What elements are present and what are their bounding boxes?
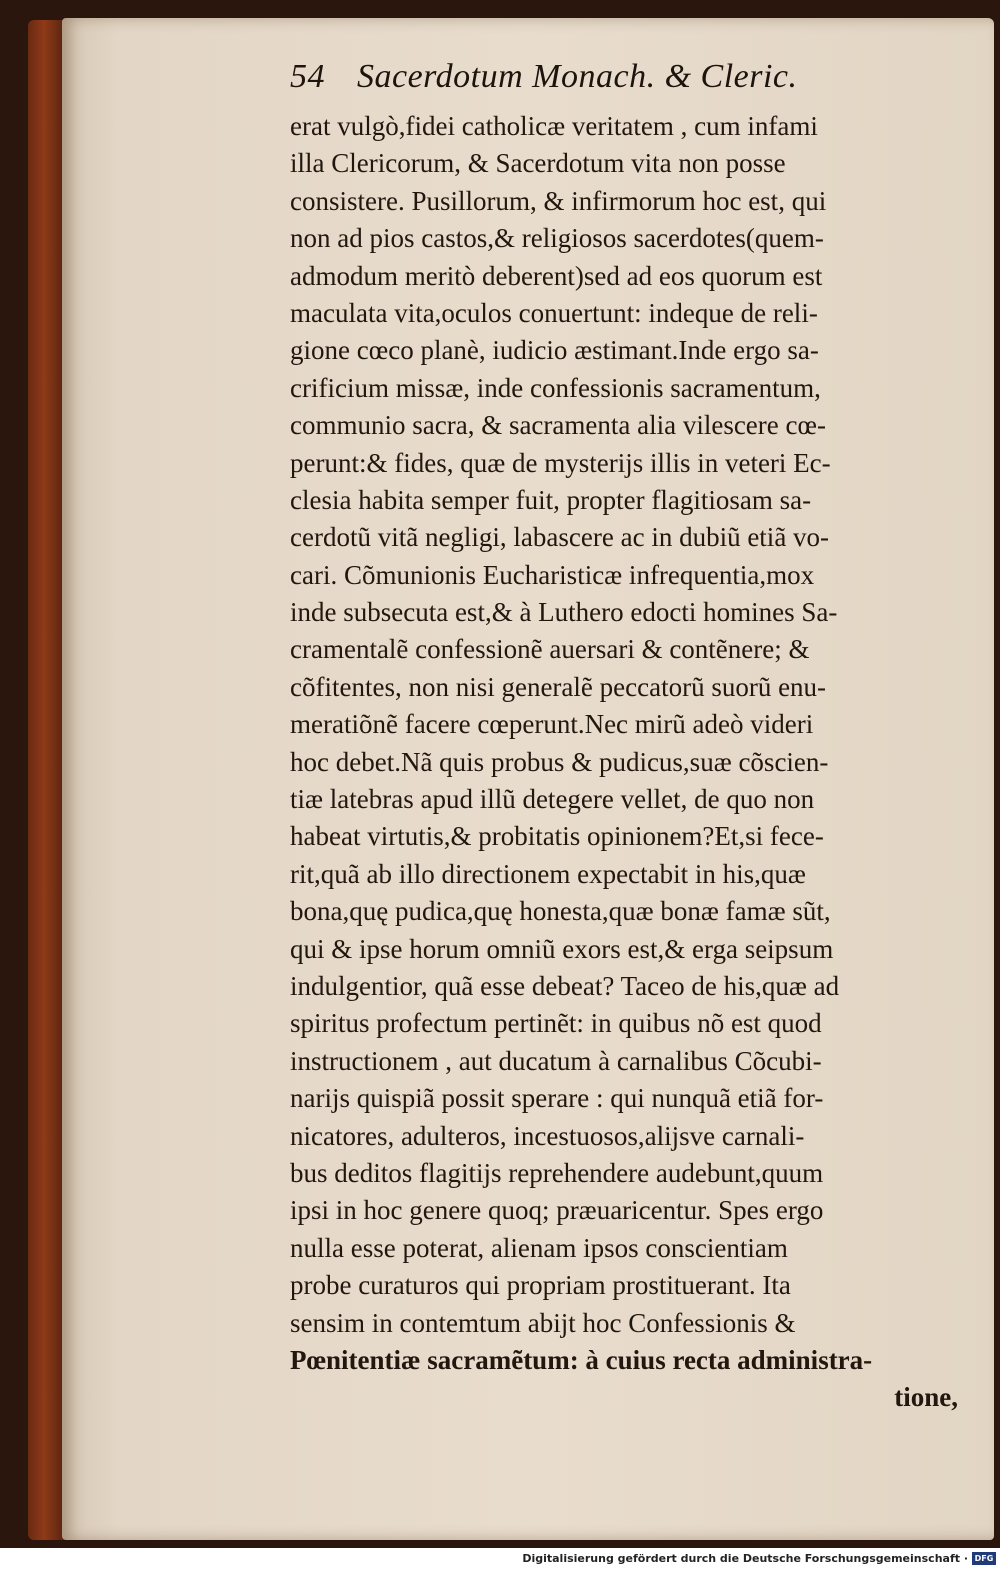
text-line: cari. Cõmunionis Eucharisticæ infrequentia,mox bbox=[290, 559, 815, 590]
text-line: probe curaturos qui propriam prostituerant. Ita bbox=[290, 1270, 791, 1301]
text-line: qui & ipse horum omniũ exors est,& erga seipsum bbox=[290, 933, 834, 964]
text-line: maculata vita,oculos conuertunt: indeque de reli- bbox=[290, 297, 818, 328]
text-line: clesia habita semper fuit, propter flagitiosam sa- bbox=[290, 484, 812, 515]
text-line: tiæ latebras apud illũ detegere vellet, de quo non bbox=[290, 784, 815, 815]
text-line: non ad pios castos,& religiosos sacerdotes(quem- bbox=[290, 223, 824, 254]
text-line: cõfitentes, non nisi generalẽ peccatorũ suorũ enu- bbox=[290, 671, 827, 702]
text-line: consistere. Pusillorum, & infirmorum hoc est, qui bbox=[290, 185, 827, 216]
text-line: illa Clericorum, & Sacerdotum vita non posse bbox=[290, 148, 786, 179]
text-line: cerdotũ vitã negligi, labascere ac in dubiũ etiã vo- bbox=[290, 522, 830, 553]
text-line: hoc debet.Nã quis probus & pudicus,suæ cõscien- bbox=[290, 746, 829, 777]
text-line: ipsi in hoc genere quoq; præuaricentur. Spes ergo bbox=[290, 1195, 824, 1226]
dfg-logo-icon: DFG bbox=[972, 1552, 996, 1565]
running-header bbox=[290, 58, 900, 108]
text-line: meratiõnẽ facere cœperunt.Nec mirũ adeò videri bbox=[290, 709, 814, 740]
text-line: nulla esse poterat, alienam ipsos conscientiam bbox=[290, 1232, 788, 1263]
text-line: bus deditos flagitijs reprehendere audebunt,quum bbox=[290, 1157, 824, 1188]
text-line: nicatores, adulteros, incestuosos,alijsve carnali- bbox=[290, 1120, 805, 1151]
text-line: cramentalẽ confessionẽ auersari & contẽnere; & bbox=[290, 634, 810, 665]
text-line: crificium missæ, inde confessionis sacramentum, bbox=[290, 372, 821, 403]
text-line: spiritus profectum pertinẽt: in quibus nõ est quod bbox=[290, 1008, 822, 1039]
footer-credit: Digitalisierung gefördert durch die Deutsche Forschungsgemeinschaft · bbox=[522, 1552, 968, 1565]
text-line: perunt:& fides, quæ de mysterijs illis in veteri Ec- bbox=[290, 447, 831, 478]
text-line: admodum meritò deberent)sed ad eos quorum est bbox=[290, 260, 823, 291]
text-line: Pœnitentiæ sacramẽtum: à cuius recta administra- bbox=[290, 1344, 873, 1375]
text-line: habeat virtutis,& probitatis opinionem?Et,si fece- bbox=[290, 821, 824, 852]
footer-bar bbox=[0, 1548, 1000, 1570]
text-line: sensim in contemtum abijt hoc Confessionis & bbox=[290, 1307, 796, 1338]
catchword-line: tione, bbox=[894, 1382, 958, 1413]
text-line: rit,quã ab illo directionem expectabit in his,quæ bbox=[290, 858, 806, 889]
text-line: gione cœco planè, iudicio æstimant.Inde ergo sa- bbox=[290, 335, 819, 366]
text-line: instructionem , aut ducatum à carnalibus Cõcubi- bbox=[290, 1045, 822, 1076]
running-title: Sacerdotum Monach. & Cleric. bbox=[357, 58, 798, 95]
text-line: inde subsecuta est,& à Luthero edocti homines Sa- bbox=[290, 597, 838, 628]
text-line: narijs quispiã possit sperare : qui nunquã etiã for- bbox=[290, 1083, 824, 1114]
text-line: indulgentior, quã esse debeat? Taceo de his,quæ ad bbox=[290, 970, 840, 1001]
body-text bbox=[290, 108, 980, 1417]
page-number: 54 bbox=[290, 58, 325, 95]
text-line: bona,quę pudica,quę honesta,quæ bonæ famæ sũt, bbox=[290, 896, 831, 927]
book-spine bbox=[28, 20, 64, 1540]
text-line: communio sacra, & sacramenta alia vilescere cœ- bbox=[290, 410, 826, 441]
text-line: erat vulgò,fidei catholicæ veritatem , cum infami bbox=[290, 111, 818, 141]
